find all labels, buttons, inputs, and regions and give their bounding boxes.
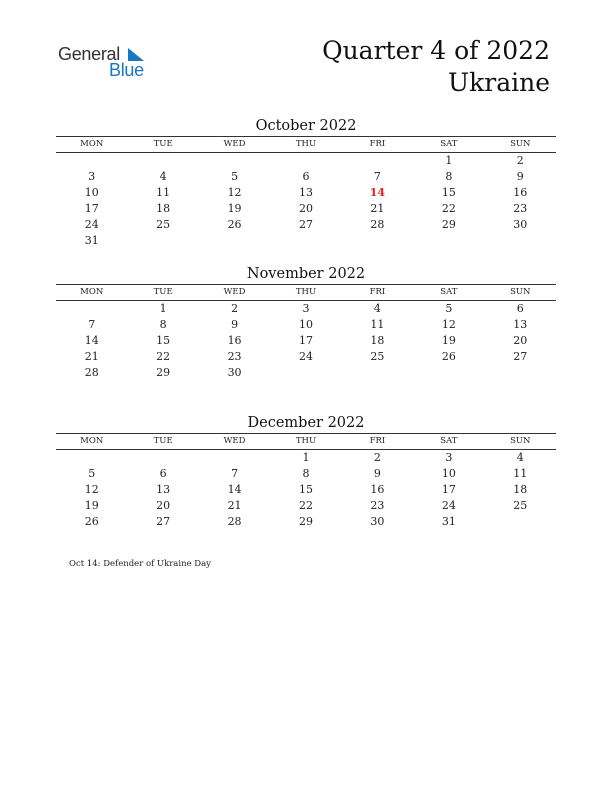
empty-day-cell [199, 153, 270, 169]
day-cell: 29 [156, 366, 171, 379]
day-cell: 8 [302, 467, 310, 480]
empty-day-cell [56, 153, 127, 169]
month-title: December 2022 [247, 415, 365, 431]
weekday-label: THU [295, 436, 317, 446]
day-grid [56, 153, 556, 249]
weekday-label: SAT [440, 287, 458, 297]
weekday-label: THU [295, 139, 317, 149]
page-title: Quarter 4 of 2022 [322, 36, 550, 65]
day-cell: 28 [227, 515, 242, 528]
day-cell: 30 [513, 218, 528, 231]
day-cell: 18 [370, 334, 385, 347]
day-cell: 9 [373, 467, 381, 480]
weekday-label: SUN [510, 436, 531, 446]
day-cell: 14 [84, 334, 99, 347]
day-cell: 26 [441, 350, 456, 363]
day-cell: 2 [231, 302, 239, 315]
day-cell: 12 [227, 186, 242, 199]
empty-day-cell [413, 233, 484, 249]
empty-day-cell [270, 233, 341, 249]
weekday-label: SAT [440, 436, 458, 446]
day-cell: 1 [445, 154, 453, 167]
day-cell: 20 [298, 202, 313, 215]
day-cell: 1 [159, 302, 167, 315]
weekday-label: MON [80, 436, 104, 446]
logo-text-blue: Blue [109, 60, 144, 80]
day-cell: 30 [227, 366, 242, 379]
weekday-header [56, 136, 556, 153]
day-cell: 27 [513, 350, 528, 363]
weekday-label: SUN [510, 287, 531, 297]
day-cell: 16 [227, 334, 242, 347]
day-cell: 10 [84, 186, 99, 199]
weekday-label: FRI [369, 139, 386, 149]
empty-day-cell [127, 233, 198, 249]
day-cell: 10 [441, 467, 456, 480]
empty-day-cell [485, 233, 556, 249]
day-cell: 7 [88, 318, 96, 331]
day-cell: 22 [156, 350, 171, 363]
empty-day-cell [56, 301, 127, 317]
day-cell: 21 [227, 499, 242, 512]
empty-day-cell [485, 514, 556, 530]
weekday-label: TUE [153, 287, 173, 297]
empty-day-cell [413, 365, 484, 381]
weekday-label: WED [223, 139, 246, 149]
day-cell: 12 [84, 483, 99, 496]
day-cell: 12 [441, 318, 456, 331]
empty-day-cell [485, 365, 556, 381]
holiday-notes [69, 559, 211, 569]
month-title: November 2022 [246, 266, 366, 282]
day-cell: 24 [298, 350, 313, 363]
empty-day-cell [342, 233, 413, 249]
day-cell: 6 [516, 302, 524, 315]
day-cell: 31 [84, 234, 99, 247]
day-cell: 17 [298, 334, 313, 347]
empty-day-cell [127, 450, 198, 466]
day-cell: 13 [513, 318, 528, 331]
day-cell: 25 [156, 218, 171, 231]
weekday-label: WED [223, 287, 246, 297]
day-cell: 14 [227, 483, 242, 496]
day-cell: 24 [84, 218, 99, 231]
day-cell: 13 [298, 186, 313, 199]
empty-day-cell [127, 153, 198, 169]
day-cell: 8 [159, 318, 167, 331]
logo-text-general: General [58, 44, 120, 64]
day-cell: 7 [231, 467, 239, 480]
day-cell: 18 [513, 483, 528, 496]
day-cell: 26 [227, 218, 242, 231]
day-cell: 14 [369, 186, 386, 199]
day-cell: 3 [302, 302, 310, 315]
weekday-header [56, 284, 556, 301]
day-cell: 8 [445, 170, 453, 183]
day-cell: 15 [441, 186, 456, 199]
day-cell: 4 [159, 170, 167, 183]
day-cell: 17 [84, 202, 99, 215]
empty-day-cell [56, 450, 127, 466]
empty-day-cell [199, 233, 270, 249]
day-cell: 18 [156, 202, 171, 215]
day-cell: 6 [159, 467, 167, 480]
weekday-label: SAT [440, 139, 458, 149]
day-cell: 4 [373, 302, 381, 315]
weekday-label: WED [223, 436, 246, 446]
weekday-header [56, 433, 556, 450]
day-cell: 25 [513, 499, 528, 512]
day-cell: 9 [516, 170, 524, 183]
day-cell: 19 [441, 334, 456, 347]
day-cell: 19 [227, 202, 242, 215]
day-cell: 5 [88, 467, 96, 480]
day-cell: 28 [370, 218, 385, 231]
day-cell: 22 [441, 202, 456, 215]
day-cell: 5 [445, 302, 453, 315]
day-cell: 10 [298, 318, 313, 331]
day-cell: 2 [516, 154, 524, 167]
day-cell: 26 [84, 515, 99, 528]
day-cell: 5 [231, 170, 239, 183]
day-cell: 27 [156, 515, 171, 528]
day-grid [56, 301, 556, 381]
day-cell: 21 [84, 350, 99, 363]
day-cell: 11 [370, 318, 385, 331]
day-cell: 7 [373, 170, 381, 183]
day-grid [56, 450, 556, 530]
month-november [56, 264, 556, 381]
day-cell: 11 [156, 186, 171, 199]
day-cell: 22 [298, 499, 313, 512]
weekday-label: THU [295, 287, 317, 297]
month-title: October 2022 [255, 118, 357, 134]
day-cell: 25 [370, 350, 385, 363]
day-cell: 16 [370, 483, 385, 496]
day-cell: 20 [513, 334, 528, 347]
day-cell: 24 [441, 499, 456, 512]
day-cell: 27 [298, 218, 313, 231]
weekday-label: FRI [369, 436, 386, 446]
weekday-label: SUN [510, 139, 531, 149]
month-december [56, 413, 556, 530]
day-cell: 3 [445, 451, 453, 464]
month-october [56, 116, 556, 249]
day-cell: 23 [227, 350, 242, 363]
weekday-label: MON [80, 287, 104, 297]
day-cell: 20 [156, 499, 171, 512]
day-cell: 17 [441, 483, 456, 496]
empty-day-cell [342, 153, 413, 169]
day-cell: 6 [302, 170, 310, 183]
day-cell: 1 [302, 451, 310, 464]
day-cell: 29 [298, 515, 313, 528]
day-cell: 15 [298, 483, 313, 496]
day-cell: 9 [231, 318, 239, 331]
generalblue-logo [58, 44, 168, 84]
empty-day-cell [199, 450, 270, 466]
day-cell: 28 [84, 366, 99, 379]
day-cell: 31 [441, 515, 456, 528]
day-cell: 30 [370, 515, 385, 528]
day-cell: 19 [84, 499, 99, 512]
empty-day-cell [270, 153, 341, 169]
weekday-label: TUE [153, 139, 173, 149]
day-cell: 13 [156, 483, 171, 496]
holiday-note: Oct 14: Defender of Ukraine Day [69, 559, 211, 569]
day-cell: 15 [156, 334, 171, 347]
day-cell: 11 [513, 467, 528, 480]
day-cell: 2 [373, 451, 381, 464]
weekday-label: MON [80, 139, 104, 149]
day-cell: 4 [516, 451, 524, 464]
empty-day-cell [342, 365, 413, 381]
day-cell: 3 [88, 170, 96, 183]
day-cell: 23 [513, 202, 528, 215]
empty-day-cell [270, 365, 341, 381]
day-cell: 29 [441, 218, 456, 231]
day-cell: 16 [513, 186, 528, 199]
weekday-label: FRI [369, 287, 386, 297]
day-cell: 21 [370, 202, 385, 215]
weekday-label: TUE [153, 436, 173, 446]
country-name: Ukraine [448, 68, 550, 97]
day-cell: 23 [370, 499, 385, 512]
